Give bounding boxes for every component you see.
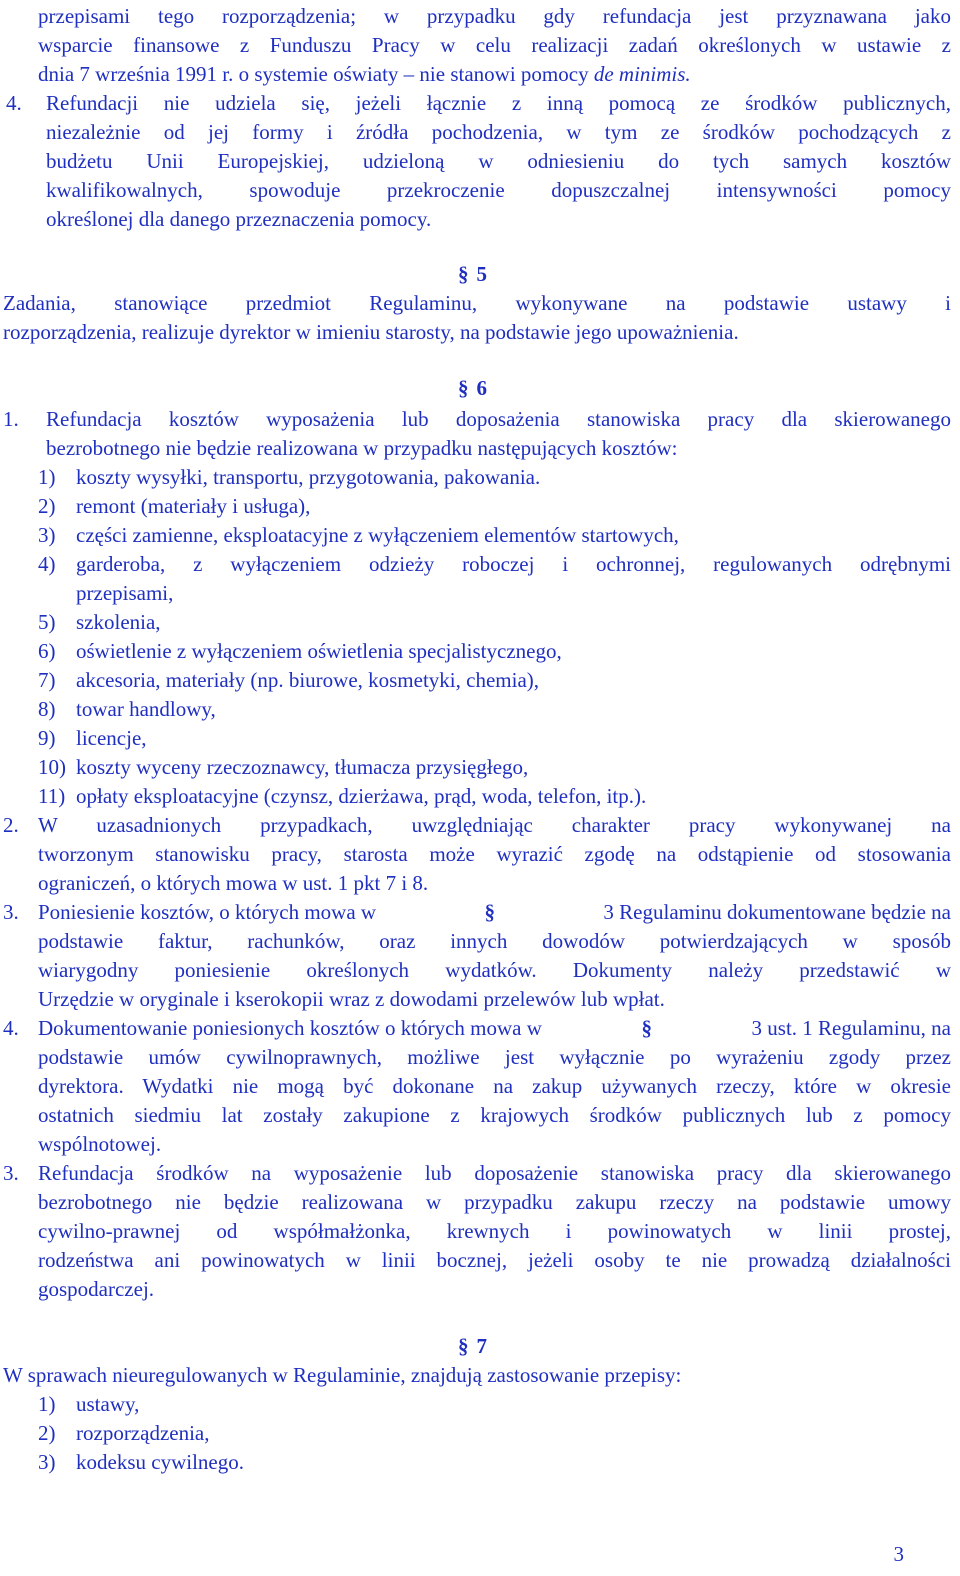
list-item-number: 9) [38,726,56,750]
section-symbol: § [641,1016,652,1040]
list-item-text: szkolenia, [76,610,161,634]
section-5-heading [458,260,487,289]
s6-item4-number: 4. [3,1016,19,1040]
list-item-text: rozporządzenia, [76,1421,210,1445]
s6-item4-line1 [38,1014,951,1043]
section-symbol: § [458,1334,469,1358]
section-5-line2: rozporządzenia, realizuje dyrektor w imieniu starosty, na podstawie jego upoważnienia. [3,320,739,344]
s6-item1-line1: Refundacja kosztów wyposażenia lub doposażenia stanowiska pracy dla skierowanego [46,407,951,431]
list-item-text: koszty wysyłki, transportu, przygotowania, pakowania. [76,465,541,489]
item4-line2: niezależnie od jej formy i źródła pochodzenia, w tym ze środków pochodzących z [46,120,951,144]
list-item-text: licencje, [76,726,147,750]
top-paragraph-line3-text: dnia 7 września 1991 r. o systemie oświaty – nie stanowi pomocy [38,62,594,86]
list-item-text: garderoba, z wyłączeniem odzieży roboczej i ochronnej, regulowanych odrębnymi [76,552,951,576]
s6-item3a-line2: podstawie faktur, rachunków, oraz innych dowodów potwierdzających w sposób [38,929,951,953]
s6-item4-line4: ostatnich siedmiu lat zostały zakupione z krajowych środków publicznych lub z pomocy [38,1103,951,1127]
list-item-number: 11) [38,784,66,808]
s6-item3a-line1-part-a: Poniesienie kosztów, o których mowa w [38,900,377,924]
section-7-intro: W sprawach nieuregulowanych w Regulaminie, znajdują zastosowanie przepisy: [3,1363,682,1387]
list-item-number: 2) [38,494,56,518]
list-item-text: oświetlenie z wyłączeniem oświetlenia specjalistycznego, [76,639,562,663]
list-item-number: 2) [38,1421,56,1445]
list-item-number: 10) [38,755,66,779]
item4-line3: budżetu Unii Europejskiej, udzieloną w odniesieniu do tych samych kosztów [46,149,951,173]
section-number: 7 [476,1334,487,1358]
top-paragraph-line3 [38,60,691,89]
item4-line1: Refundacji nie udziela się, jeżeli łącznie z inną pomocą ze środków publicznych, [46,91,951,115]
s6-item3b-line5: gospodarczej. [38,1277,155,1301]
s6-item3b-line2: bezrobotnego nie będzie realizowana w przypadku zakupu rzeczy na podstawie umowy [38,1190,951,1214]
item4-number: 4. [6,91,22,115]
list-item-number: 6) [38,639,56,663]
s6-item3b-line4: rodzeństwa ani powinowatych w linii bocznej, jeżeli osoby te nie prowadzą działalności [38,1248,951,1272]
section-number: 6 [476,376,487,400]
top-paragraph-line1: przepisami tego rozporządzenia; w przypadku gdy refundacja jest przyznawana jako [38,4,951,28]
list-item-text: akcesoria, materiały (np. biurowe, kosmetyki, chemia), [76,668,540,692]
list-item-number: 7) [38,668,56,692]
list-item-number: 5) [38,610,56,634]
s6-item3b-line3: cywilno-prawnej od współmałżonka, krewnych i powinowatych w linii prostej, [38,1219,951,1243]
list-item-text-continued: przepisami, [76,581,174,605]
list-item-text: koszty wyceny rzeczoznawcy, tłumacza przysięgłego, [76,755,529,779]
s6-item4-line5: wspólnotowej. [38,1132,162,1156]
list-item-text: części zamienne, eksploatacyjne z wyłączeniem elementów startowych, [76,523,679,547]
page-number: 3 [893,1542,904,1566]
s6-item2-line2: tworzonym stanowisku pracy, starosta może wyrazić zgodę na odstąpienie od stosowania [38,842,951,866]
section-5-line1: Zadania, stanowiące przedmiot Regulaminu, wykonywane na podstawie ustawy i [3,291,951,315]
s6-item4-line2: podstawie umów cywilnoprawnych, możliwe jest wyłącznie po wyrażeniu zgody przez [38,1045,951,1069]
list-item-text: opłaty eksploatacyjne (czynsz, dzierżawa, prąd, woda, telefon, itp.). [76,784,647,808]
list-item-text: ustawy, [76,1392,140,1416]
list-item-number: 3) [38,523,56,547]
list-item-number: 1) [38,1392,56,1416]
s6-item4-line3: dyrektora. Wydatki nie mogą być dokonane na zakup używanych rzeczy, które w okresie [38,1074,951,1098]
section-7-heading [458,1332,487,1361]
s6-item4-line1-part-b: 3 ust. 1 Regulaminu, na [751,1016,951,1040]
list-item-number: 1) [38,465,56,489]
list-item-number: 3) [38,1450,56,1474]
list-item-number: 8) [38,697,56,721]
top-paragraph-line2: wsparcie finansowe z Funduszu Pracy w celu realizacji zadań określonych w ustawie z [38,33,951,57]
s6-item1-number: 1. [3,407,19,431]
s6-item2-line3: ograniczeń, o których mowa w ust. 1 pkt 7 i 8. [38,871,429,895]
s6-item2-number: 2. [3,813,19,837]
s6-item3b-line1: Refundacja środków na wyposażenie lub doposażenie stanowiska pracy dla skierowanego [38,1161,951,1185]
s6-item2-line1: W uzasadnionych przypadkach, uwzględniając charakter pracy wykonywanej na [38,813,951,837]
s6-item3a-line3: wiarygodny poniesienie określonych wydatków. Dokumenty należy przedstawić w [38,958,951,982]
s6-item4-line1-part-a: Dokumentowanie poniesionych kosztów o których mowa w [38,1016,542,1040]
s6-item3a-line1-part-b: 3 Regulaminu dokumentowane będzie na [603,900,951,924]
s6-item3a-number: 3. [3,900,19,924]
s6-item3a-line4: Urzędzie w oryginale i kserokopii wraz z dowodami przelewów lub wpłat. [38,987,665,1011]
s6-item3a-line1 [38,898,951,927]
list-item-text: towar handlowy, [76,697,216,721]
list-item-text: kodeksu cywilnego. [76,1450,244,1474]
item4-line5: określonej dla danego przeznaczenia pomocy. [46,207,432,231]
section-symbol: § [458,262,469,286]
de-minimis-italic: de minimis. [593,62,691,86]
s6-item1-line2: bezrobotnego nie będzie realizowana w przypadku następujących kosztów: [46,436,678,460]
item4-line4: kwalifikowalnych, spowoduje przekroczenie dopuszczalnej intensywności pomocy [46,178,951,202]
section-symbol: § [484,900,495,924]
section-6-heading [458,374,487,403]
list-item-number: 4) [38,552,56,576]
list-item-text: remont (materiały i usługa), [76,494,311,518]
section-symbol: § [458,376,469,400]
s6-item3b-number: 3. [3,1161,19,1185]
section-number: 5 [476,262,487,286]
